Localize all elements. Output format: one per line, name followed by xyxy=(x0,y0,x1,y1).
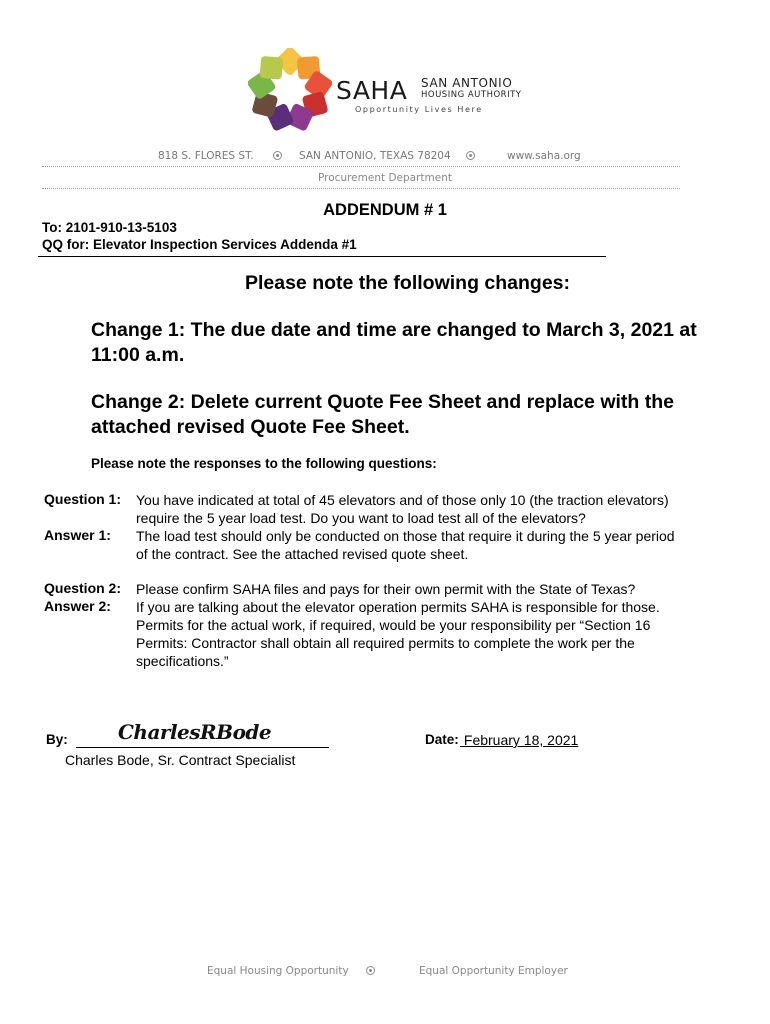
bullet-icon xyxy=(273,151,282,160)
answer-2-line3: Permits: Contractor shall obtain all required permits to complete the work per the xyxy=(136,635,635,651)
question-2-text xyxy=(136,580,736,598)
change-1 xyxy=(91,318,751,368)
logo-org-line1: SAN ANTONIO xyxy=(421,76,513,90)
qq-line: QQ for: Elevator Inspection Services Addenda #1 xyxy=(42,237,357,252)
answer-2-line1: If you are talking about the elevator operation permits SAHA is responsible for those. xyxy=(136,599,660,615)
by-label: By: xyxy=(46,732,68,747)
change-1-line2: 11:00 a.m. xyxy=(91,344,185,366)
answer-2-line2: Permits for the actual work, if required, would be your responsibility per “Section 16 xyxy=(136,617,651,633)
date-label: Date: xyxy=(425,732,459,747)
question-1-label: Question 1: xyxy=(44,491,122,507)
bullet-icon xyxy=(366,966,375,975)
to-line: To: 2101-910-13-5103 xyxy=(42,220,177,235)
saha-logo-icon xyxy=(248,48,332,132)
answer-2-text xyxy=(136,598,736,670)
department-label: Procurement Department xyxy=(318,172,452,184)
date-value: February 18, 2021 xyxy=(460,732,579,748)
answer-1-line1: The load test should only be conducted on those that require it during the 5 year period xyxy=(136,528,675,544)
logo-name: SAHA xyxy=(336,76,408,105)
address-city: SAN ANTONIO, TEXAS 78204 xyxy=(299,150,451,162)
question-2-line1: Please confirm SAHA files and pays for their own permit with the State of Texas? xyxy=(136,581,636,597)
answer-1-line2: of the contract. See the attached revised quote sheet. xyxy=(136,546,469,562)
responses-note: Please note the responses to the following questions: xyxy=(91,456,437,471)
question-1-text xyxy=(136,491,736,527)
divider xyxy=(42,188,680,189)
change-2 xyxy=(91,390,751,440)
signature-line xyxy=(76,747,329,748)
divider xyxy=(42,166,680,167)
bullet-icon xyxy=(466,151,475,160)
footer-equal-employer: Equal Opportunity Employer xyxy=(419,965,568,977)
changes-heading: Please note the following changes: xyxy=(244,272,571,294)
logo-petal xyxy=(259,56,283,80)
divider xyxy=(38,256,606,257)
logo-tagline: Opportunity Lives Here xyxy=(355,105,483,114)
answer-1-label: Answer 1: xyxy=(44,527,111,543)
question-1-line1: You have indicated at total of 45 elevators and of those only 10 (the traction elevators) xyxy=(136,492,669,508)
change-2-line2: attached revised Quote Fee Sheet. xyxy=(91,416,410,438)
logo-org-line2: HOUSING AUTHORITY xyxy=(421,90,522,100)
footer-equal-housing: Equal Housing Opportunity xyxy=(207,965,349,977)
question-2-label: Question 2: xyxy=(44,580,122,596)
logo-org-name xyxy=(421,77,521,101)
change-2-line1: Change 2: Delete current Quote Fee Sheet and replace with the xyxy=(91,391,674,413)
website-link[interactable]: www.saha.org xyxy=(507,150,581,162)
change-1-line1: Change 1: The due date and time are changed to March 3, 2021 at xyxy=(91,319,697,341)
signer-name: Charles Bode, Sr. Contract Specialist xyxy=(65,752,296,768)
question-1-line2: require the 5 year load test. Do you want to load test all of the elevators? xyxy=(136,510,586,526)
answer-2-line4: specifications.” xyxy=(136,653,229,669)
answer-2-label: Answer 2: xyxy=(44,598,111,614)
addendum-title: ADDENDUM # 1 xyxy=(323,201,447,219)
handwritten-signature: CharlesRBode xyxy=(118,720,272,744)
address-street: 818 S. FLORES ST. xyxy=(158,150,254,162)
answer-1-text xyxy=(136,527,736,563)
